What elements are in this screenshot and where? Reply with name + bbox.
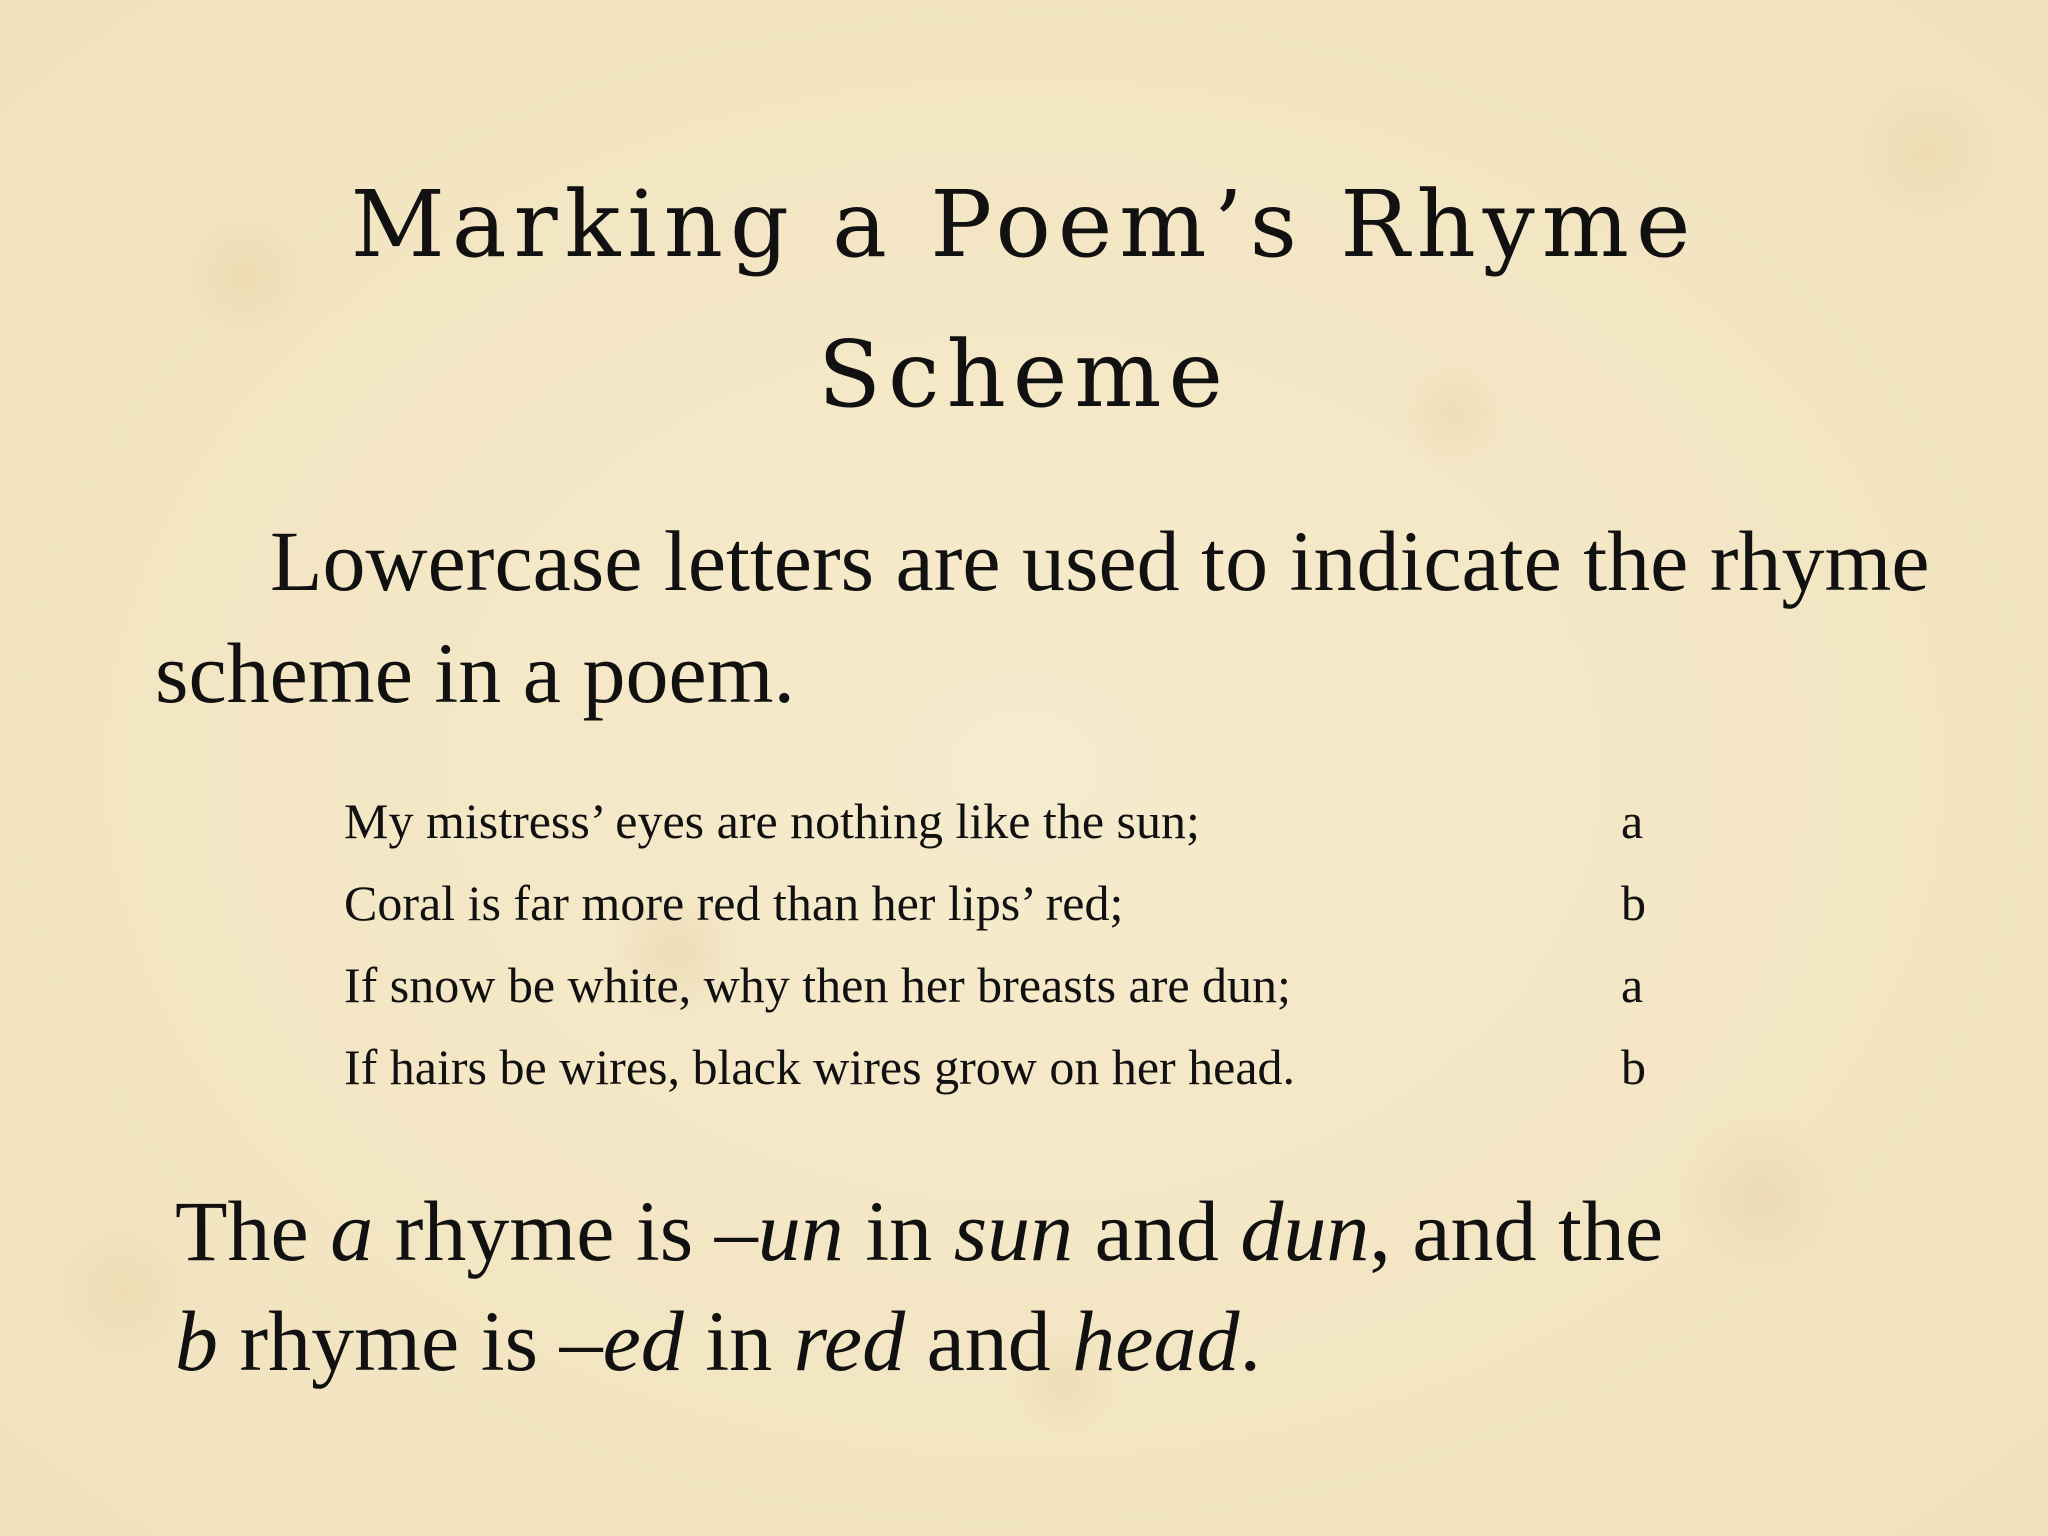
- explanation-text: and: [905, 1293, 1073, 1389]
- poem-line: [344, 1026, 1664, 1108]
- rhyme-letter: b: [1621, 875, 1646, 931]
- poem-line-text: My mistress’ eyes are nothing like the sun;: [344, 793, 1200, 849]
- explanation-line-1: [175, 1183, 1663, 1279]
- explanation-text: rhyme is: [218, 1293, 560, 1389]
- explanation-italic: b: [175, 1293, 218, 1389]
- intro-paragraph: Lowercase letters are used to indicate the rhyme scheme in a poem.: [155, 513, 1930, 721]
- poem-line-text: If hairs be wires, black wires grow on her head.: [344, 1039, 1296, 1095]
- poem-line-text: If snow be white, why then her breasts are dun;: [344, 957, 1291, 1013]
- explanation-line-2: [175, 1293, 1261, 1389]
- explanation-text: .: [1239, 1293, 1261, 1389]
- poem-line: [344, 780, 1664, 862]
- poem-line: [344, 944, 1664, 1026]
- explanation-italic: dun: [1240, 1183, 1370, 1279]
- poem-excerpt: [344, 780, 1664, 1108]
- rhyme-letter: b: [1621, 1039, 1646, 1095]
- explanation-text: in: [843, 1183, 954, 1279]
- explanation-italic: head: [1072, 1293, 1240, 1389]
- rhyme-letter: a: [1621, 793, 1644, 849]
- explanation-text: in: [683, 1293, 794, 1389]
- poem-line: [344, 862, 1664, 944]
- explanation-italic: –un: [714, 1183, 844, 1279]
- explanation-italic: –ed: [559, 1293, 684, 1389]
- explanation-text: The: [175, 1183, 331, 1279]
- slide-title: [0, 150, 2048, 450]
- explanation-text: and: [1073, 1183, 1241, 1279]
- explanation-text: , and the: [1369, 1183, 1664, 1279]
- explanation-italic: sun: [953, 1183, 1074, 1279]
- explanation-italic: a: [330, 1183, 374, 1279]
- explanation-paragraph: [175, 1176, 1995, 1396]
- rhyme-letter: a: [1621, 957, 1644, 1013]
- title-line-1: Marking a Poem’s Rhyme: [350, 171, 1698, 278]
- explanation-text: rhyme is: [373, 1183, 715, 1279]
- title-line-2: Scheme: [818, 321, 1230, 428]
- explanation-italic: red: [793, 1293, 906, 1389]
- poem-line-text: Coral is far more red than her lips’ red;: [344, 875, 1124, 931]
